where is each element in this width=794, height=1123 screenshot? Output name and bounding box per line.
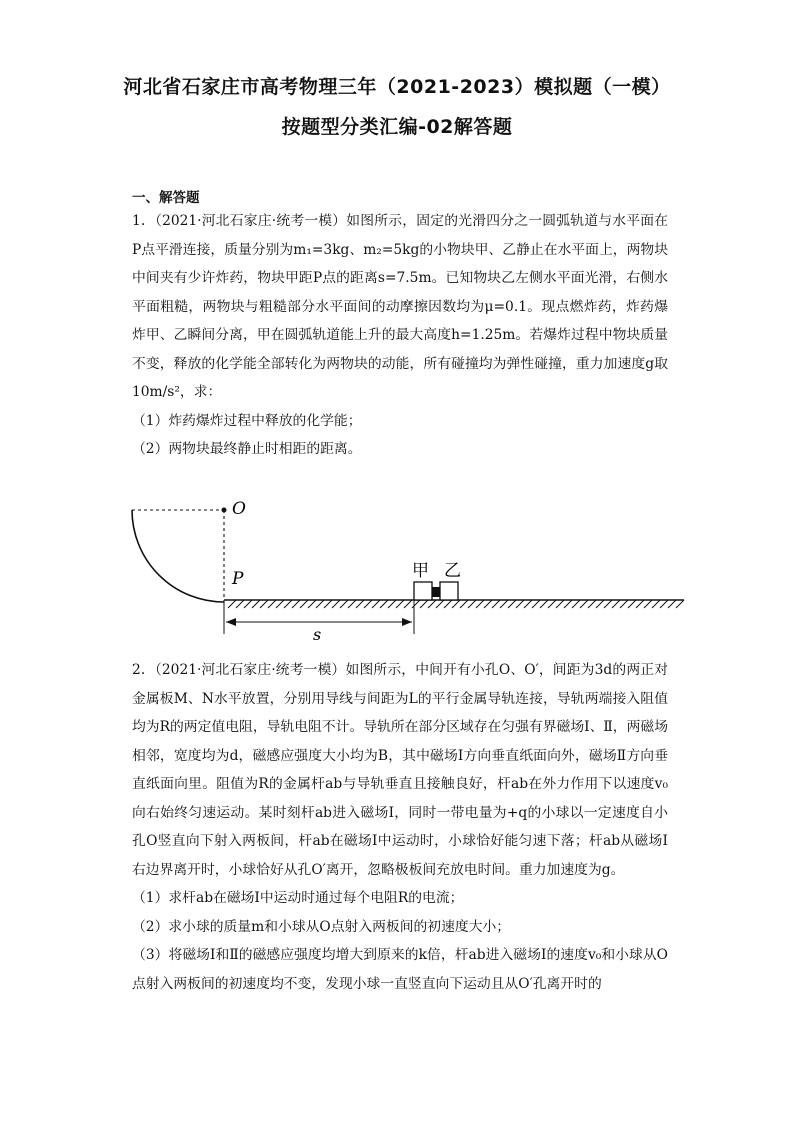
label-P: P [232, 569, 244, 589]
question-1 [132, 207, 668, 464]
ground-hatching [228, 600, 684, 608]
question-2-part-1: （1）求杆ab在磁场Ⅰ中运动时通过每个电阻R的电流； [132, 890, 464, 906]
arc-track [132, 510, 224, 602]
label-yi: 乙 [444, 561, 461, 581]
label-jia: 甲 [412, 561, 429, 581]
question-2-part-2: （2）求小球的质量m和小球从O点射入两板间的初速度大小； [132, 918, 511, 935]
question-1-stem: 1．（2021·河北石家庄·统考一模）如图所示，固定的光滑四分之一圆弧轨道与水平面在P点平滑连接，质量分别为m₁=3kg、m₂=5kg的小物块甲、乙静止在水平面上，两物块中间夹有少许炸药，物块甲距P点的距离s=7.5m。已知物块乙左侧水平面光滑，右侧水平面粗糙，两物块与粗糙部分水平面间的动摩擦因数均为μ=0.1。现点燃炸药，炸药爆炸甲、乙瞬间分离，甲在圆弧轨道能上升的最大高度h=1.25m。若爆炸过程中物块质量不变，释放的化学能全部转化为两物块的动能，所有碰撞均为弹性碰撞，重力加速度g取10m/s²，求： [132, 213, 668, 400]
section-heading: 一、解答题 [132, 190, 200, 206]
center-point-O [222, 508, 227, 513]
question-2 [132, 656, 668, 998]
track-diagram [128, 494, 688, 646]
page-title-line1: 河北省石家庄市高考物理三年（2021-2023）模拟题（一模） [123, 76, 671, 98]
question-1-part-2: （2）两物块最终静止时相距的距离。 [132, 441, 362, 457]
dim-arrow-right [402, 618, 412, 626]
block-yi [440, 582, 458, 600]
label-s: s [313, 625, 322, 644]
question-2-part-3: （3）将磁场Ⅰ和Ⅱ的磁感应强度均增大到原来的k倍，杆ab进入磁场Ⅰ的速度v₀和小球从O点射入两板间的初速度均不变，发现小球一直竖直向下运动且从O′孔离开时的 [132, 947, 668, 992]
question-1-part-1: （1）炸药爆炸过程中释放的化学能； [132, 412, 362, 429]
block-jia [414, 582, 432, 600]
page-title-line2: 按题型分类汇编-02解答题 [281, 116, 513, 138]
explosive [432, 587, 440, 597]
question-2-stem: 2．（2021·河北石家庄·统考一模）如图所示，中间开有小孔O、O′，间距为3d的两正对金属板M、N水平放置，分别用导线与间距为L的平行金属导轨连接，导轨两端接入阻值均为R的两定值电阻，导轨电阻不计。导轨所在部分区域存在匀强有界磁场Ⅰ、Ⅱ，两磁场相邻，宽度均为d，磁感应强度大小均为B，其中磁场Ⅰ方向垂直纸面向外，磁场Ⅱ方向垂直纸面向里。阻值为R的金属杆ab与导轨垂直且接触良好，杆ab在外力作用下以速度v₀向右始终匀速运动。某时刻杆ab进入磁场Ⅰ，同时一带电量为+q的小球以一定速度自小孔O竖直向下射入两板间，杆ab在磁场Ⅰ中运动时，小球恰好能匀速下落；杆ab从磁场Ⅰ右边界离开时，小球恰好从孔O′离开，忽略极板间充放电时间。重力加速度为g。 [132, 662, 668, 878]
dim-arrow-left [226, 618, 236, 626]
label-O: O [232, 499, 246, 519]
